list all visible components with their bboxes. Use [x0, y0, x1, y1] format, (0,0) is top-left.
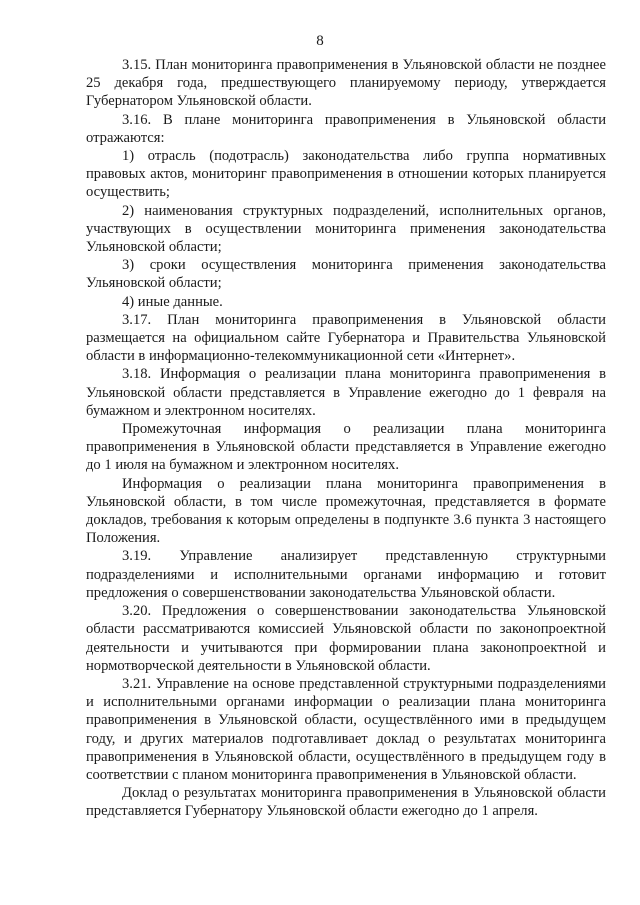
list-item-3: 3) сроки осуществления мониторинга применения законодательства Ульяновской области; — [86, 257, 606, 292]
paragraph-3-15: 3.15. План мониторинга правоприменения в Ульяновской области не позднее 25 декабря года, предшествующего планируемому периоду, утверждается Губернатором Ульяновской области. — [86, 57, 606, 110]
list-item-4: 4) иные данные. — [122, 293, 223, 310]
paragraph-3-21: 3.21. Управление на основе представленной структурными подразделениями и исполнительными органами информации о реализации плана мониторинга правоприменения в Ульяновской области, осуществлённого ими в предыдущем году, и других материалов подготавливает доклад о результатах мониторинга правоприменения в Ульяновской области, осуществлённого в предыдущем году в соответствии с планом мониторинга правоприменения в Ульяновской области. — [86, 675, 606, 783]
paragraph-interim-info: Промежуточная информация о реализации плана мониторинга правоприменения в Ульяновской области представляется в Управление ежегодно до 1 июля на бумажном и электронном носителях. — [86, 421, 606, 474]
list-item-2: 2) наименования структурных подразделений, исполнительных органов, участвующих в осуществлении мониторинга применения законодательства Ульяновской области; — [86, 202, 606, 256]
paragraph-3-16: 3.16. В плане мониторинга правоприменения в Ульяновской области отражаются: — [86, 111, 606, 146]
paragraph-3-17: 3.17. План мониторинга правоприменения в Ульяновской области размещается на официальном сайте Губернатора и Правительства Ульяновской области в информационно-телекоммуникационной сети «Интернет». — [86, 311, 606, 365]
paragraph-3-20: 3.20. Предложения о совершенствовании законодательства Ульяновской области рассматриваются комиссией Ульяновской области по законопроектной деятельности и учитываются при формировании плана законопроектной и нормотворческой деятельности в Ульяновской области. — [86, 603, 606, 674]
list-item-1: 1) отрасль (подотрасль) законодательства либо группа нормативных правовых актов, мониторинг правоприменения в отношении которых планируется осуществить; — [86, 148, 606, 201]
paragraph-3-18: 3.18. Информация о реализации плана мониторинга правоприменения в Ульяновской области представляется в Управление ежегодно до 1 февраля на бумажном и электронном носителях. — [86, 366, 606, 419]
paragraph-annual-report: Доклад о результатах мониторинга правоприменения в Ульяновской области представляется Губернатору Ульяновской области ежегодно до 1 апреля. — [86, 785, 606, 820]
paragraph-3-19: 3.19. Управление анализирует представленную структурными подразделениями и исполнительными органами информацию и готовит предложения о совершенствовании законодательства Ульяновской области. — [86, 548, 606, 601]
paragraph-report-format: Информация о реализации плана мониторинга правоприменения в Ульяновской области, в том числе промежуточная, представляется в формате докладов, требования к которым определены в подпункте 3.6 пункта 3 настоящего Положения. — [86, 475, 606, 547]
page-number: 8 — [316, 33, 324, 49]
document-body — [86, 56, 606, 821]
